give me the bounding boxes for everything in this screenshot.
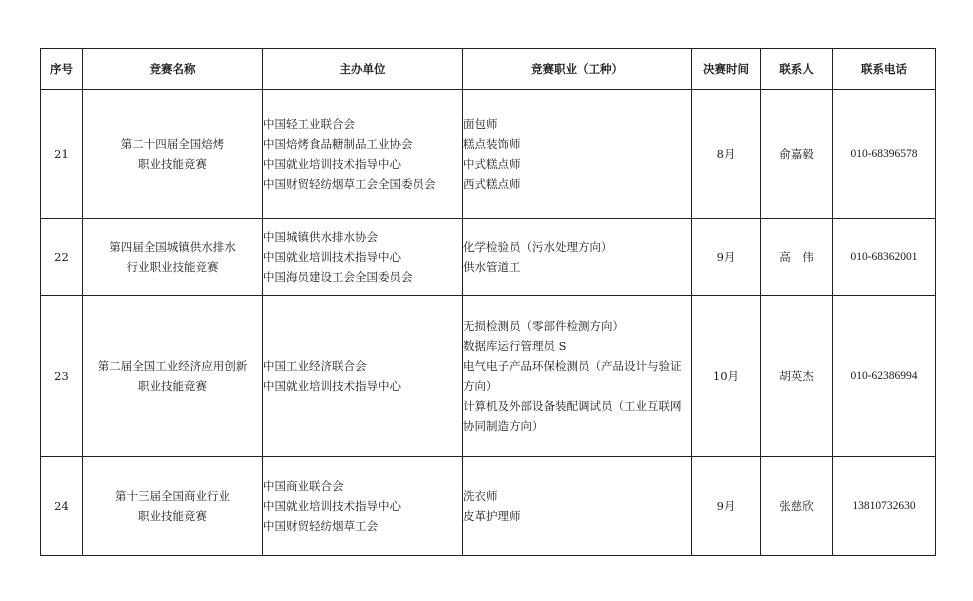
occupation-line: 计算机及外部设备装配调试员（工业互联网 — [463, 399, 682, 413]
row-final-time: 9月 — [692, 457, 761, 556]
organizer-line: 中国海员建设工会全国委员会 — [263, 270, 413, 284]
competition-table — [40, 48, 936, 556]
row-final-time: 8月 — [692, 90, 761, 219]
row-competition-name — [83, 457, 263, 556]
occupation-line: 无损检测员（零部件检测方向） — [463, 319, 624, 333]
row-organizer — [263, 296, 463, 457]
occupation-line: 糕点装饰师 — [463, 137, 521, 151]
occupation-line: 洗衣师 — [463, 489, 498, 503]
name-line: 职业技能竞赛 — [138, 379, 207, 393]
row-contact: 俞嘉毅 — [761, 90, 833, 219]
occupation-line: 西式糕点师 — [463, 177, 521, 191]
row-final-time: 10月 — [692, 296, 761, 457]
row-contact: 高 伟 — [761, 219, 833, 296]
occupation-line: 中式糕点师 — [463, 157, 521, 171]
organizer-line: 中国财贸轻纺烟草工会 — [263, 519, 378, 533]
occupation-line: 电气电子产品环保检测员（产品设计与验证 — [463, 359, 682, 373]
organizer-line: 中国就业培训技术指导中心 — [263, 157, 401, 171]
row-competition-name — [83, 90, 263, 219]
name-line: 第四届全国城镇供水排水 — [109, 240, 236, 254]
name-line: 职业技能竞赛 — [138, 509, 207, 523]
row-organizer — [263, 219, 463, 296]
row-phone: 13810732630 — [833, 457, 936, 556]
row-occupation — [463, 296, 692, 457]
organizer-line: 中国就业培训技术指导中心 — [263, 250, 401, 264]
organizer-line: 中国轻工业联合会 — [263, 117, 355, 131]
occupation-line: 供水管道工 — [463, 260, 521, 274]
row-organizer — [263, 90, 463, 219]
row-occupation — [463, 457, 692, 556]
row-seq: 21 — [41, 90, 83, 219]
name-line: 第二十四届全国焙烤 — [120, 137, 225, 151]
occupation-line: 协同制造方向） — [463, 419, 544, 433]
row-phone: 010-68396578 — [833, 90, 936, 219]
organizer-line: 中国财贸轻纺烟草工会全国委员会 — [263, 177, 436, 191]
table-row — [41, 296, 936, 457]
row-final-time: 9月 — [692, 219, 761, 296]
header-occupation: 竞赛职业（工种） — [463, 49, 692, 90]
table-row — [41, 457, 936, 556]
name-line: 行业职业技能竞赛 — [126, 260, 219, 274]
name-line: 职业技能竞赛 — [138, 157, 207, 171]
name-line: 第二届全国工业经济应用创新 — [97, 359, 248, 373]
organizer-line: 中国就业培训技术指导中心 — [263, 499, 401, 513]
organizer-line: 中国就业培训技术指导中心 — [263, 379, 401, 393]
row-organizer — [263, 457, 463, 556]
occupation-line: 面包师 — [463, 117, 498, 131]
row-contact: 胡英杰 — [761, 296, 833, 457]
row-contact: 张慈欣 — [761, 457, 833, 556]
name-line: 第十三届全国商业行业 — [115, 489, 230, 503]
occupation-line: 化学检验员（污水处理方向） — [463, 240, 613, 254]
occupation-line: 方向） — [463, 379, 498, 393]
row-seq: 22 — [41, 219, 83, 296]
table-row — [41, 219, 936, 296]
table-row — [41, 90, 936, 219]
organizer-line: 中国商业联合会 — [263, 479, 344, 493]
organizer-line: 中国城镇供水排水协会 — [263, 230, 378, 244]
header-row — [41, 49, 936, 90]
row-competition-name — [83, 296, 263, 457]
occupation-line: 皮革护理师 — [463, 509, 521, 523]
header-contact: 联系人 — [761, 49, 833, 90]
header-name: 竞赛名称 — [83, 49, 263, 90]
row-seq: 23 — [41, 296, 83, 457]
occupation-line: 数据库运行管理员 S — [463, 339, 567, 353]
row-seq: 24 — [41, 457, 83, 556]
row-occupation — [463, 90, 692, 219]
header-organizer: 主办单位 — [263, 49, 463, 90]
row-phone: 010-62386994 — [833, 296, 936, 457]
header-seq: 序号 — [41, 49, 83, 90]
row-phone: 010-68362001 — [833, 219, 936, 296]
organizer-line: 中国工业经济联合会 — [263, 359, 367, 373]
row-occupation — [463, 219, 692, 296]
organizer-line: 中国焙烤食品糖制品工业协会 — [263, 137, 413, 151]
row-competition-name — [83, 219, 263, 296]
header-phone: 联系电话 — [833, 49, 936, 90]
header-final-time: 决赛时间 — [692, 49, 761, 90]
